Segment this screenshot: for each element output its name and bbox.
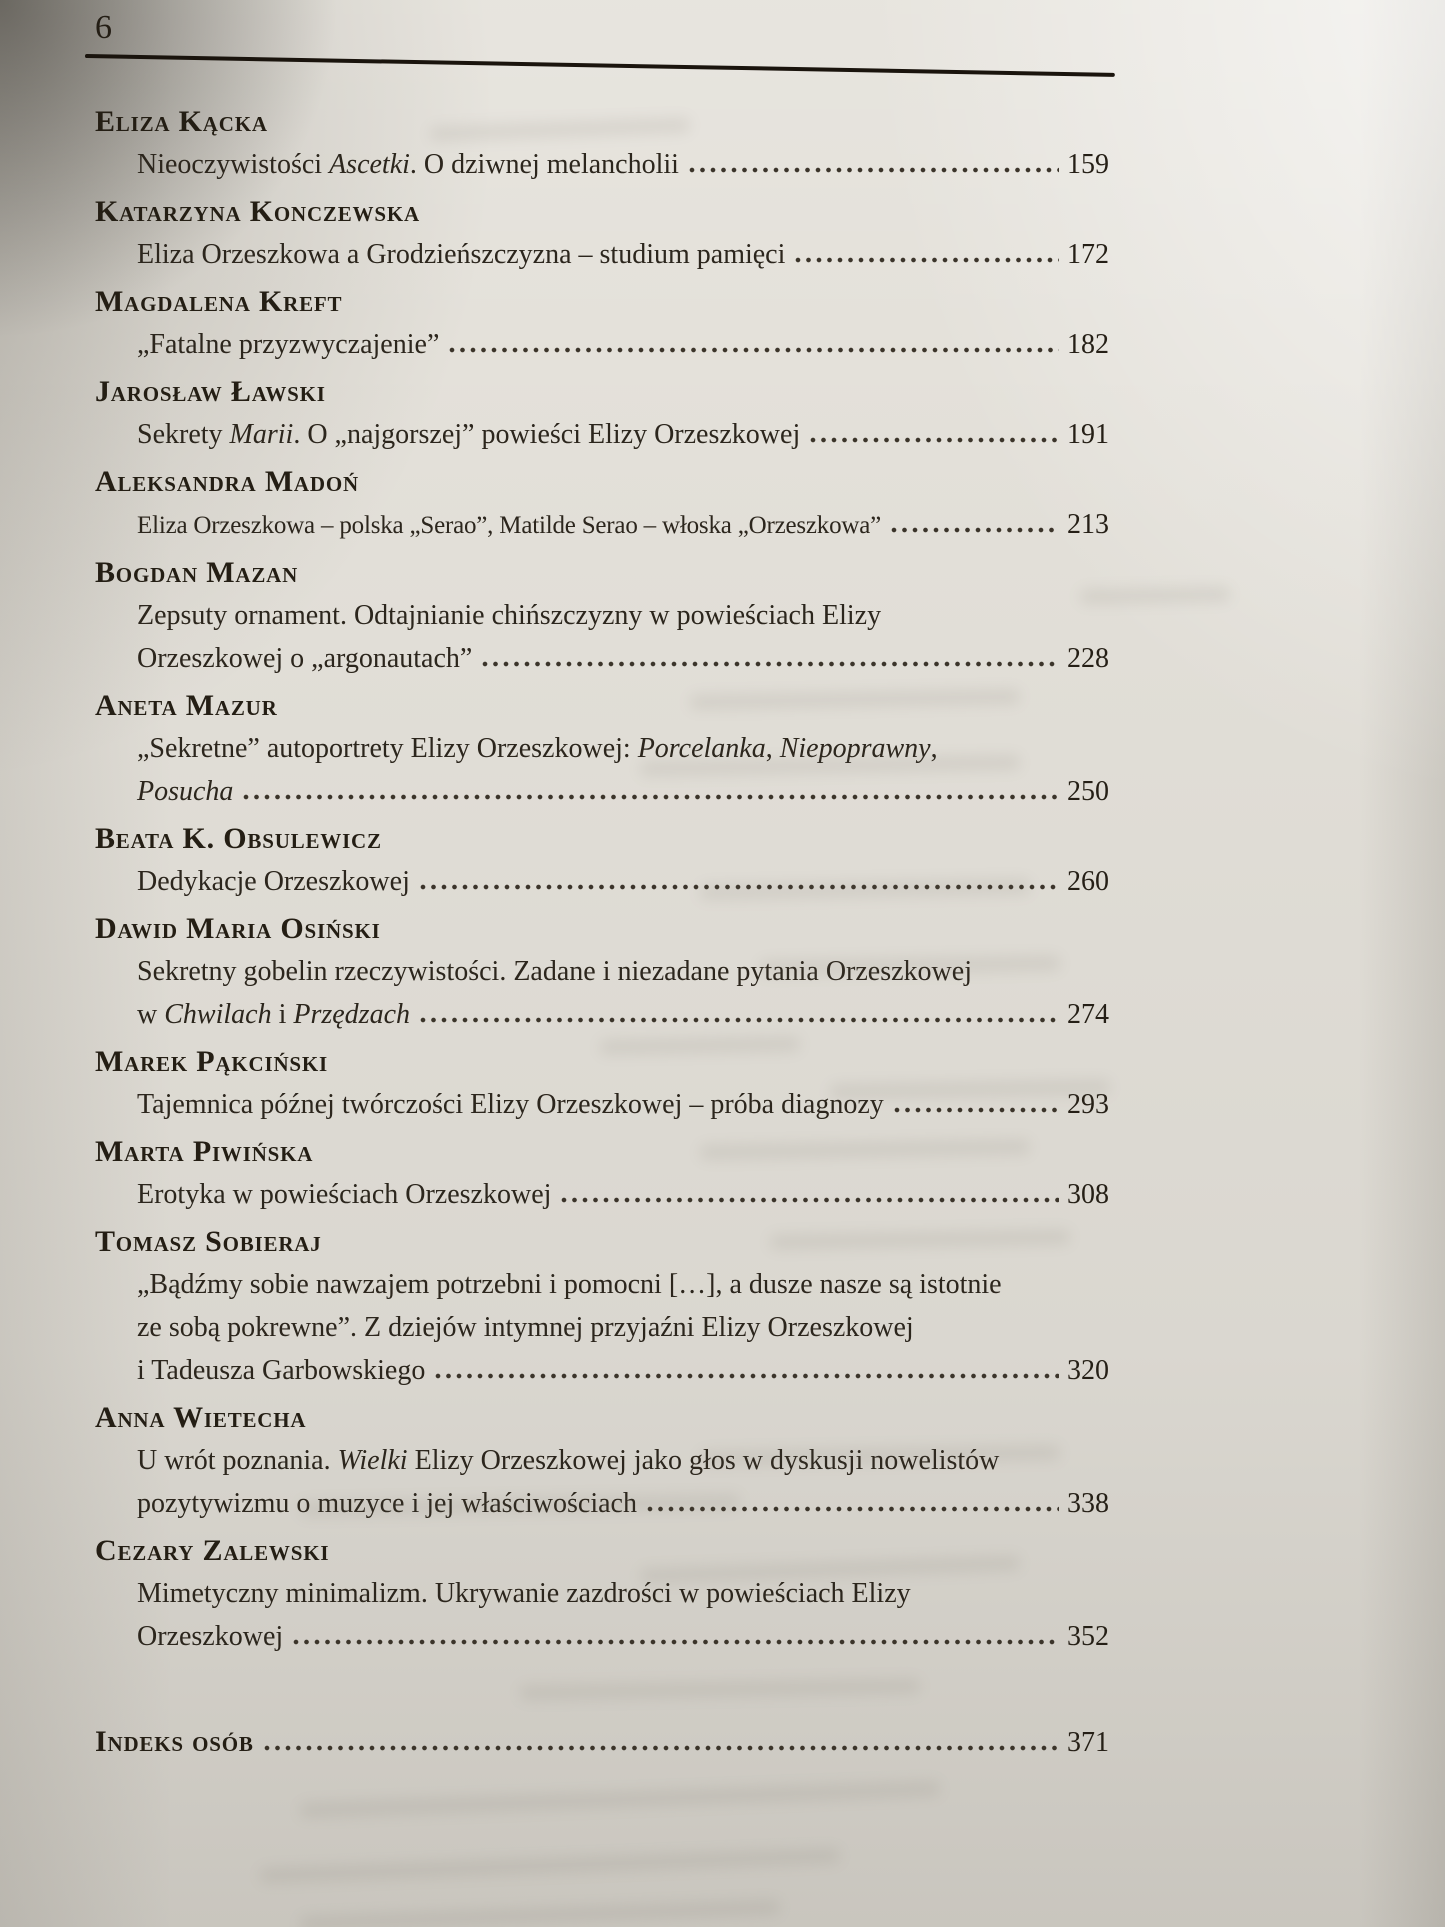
toc-line xyxy=(95,1263,1109,1306)
toc-author: Dawid Maria Osiński xyxy=(95,912,381,945)
dot-leader xyxy=(293,1639,1059,1645)
dot-leader xyxy=(810,437,1059,443)
table-of-contents xyxy=(95,100,1109,1764)
dot-leader xyxy=(243,794,1059,800)
toc-author: Marek Pąkciński xyxy=(95,1045,329,1078)
toc-title-text: U wrót poznania. Wielki Elizy Orzeszkowej jako głos w dyskusji nowelistów xyxy=(137,1445,1000,1476)
toc-author: Jarosław Ławski xyxy=(95,375,326,408)
toc-line xyxy=(95,1482,1109,1525)
toc-author: Cezary Zalewski xyxy=(95,1534,330,1567)
toc-entry xyxy=(95,551,1109,680)
toc-line xyxy=(95,637,1109,680)
dot-leader xyxy=(647,1506,1059,1512)
toc-line xyxy=(95,1572,1109,1615)
toc-line xyxy=(95,950,1109,993)
toc-line xyxy=(95,413,1109,456)
toc-title-text: Zepsuty ornament. Odtajnianie chińszczyzny w powieściach Elizy xyxy=(137,600,882,631)
toc-title-text: Sekretny gobelin rzeczywistości. Zadane i niezadane pytania Orzeszkowej xyxy=(137,956,972,987)
toc-page-number: 213 xyxy=(1067,509,1109,540)
toc-line xyxy=(95,143,1109,186)
toc-title-text: Posucha xyxy=(137,776,234,807)
toc-line xyxy=(95,1439,1109,1482)
toc-author: Tomasz Sobieraj xyxy=(95,1225,322,1258)
header-rule xyxy=(85,54,1115,76)
dot-leader xyxy=(482,661,1059,667)
toc-line xyxy=(95,860,1109,903)
toc-author: Magdalena Kreft xyxy=(95,285,343,318)
toc-author: Anna Wietecha xyxy=(95,1401,307,1434)
dot-leader xyxy=(435,1373,1059,1379)
toc-page-number: 352 xyxy=(1067,1621,1109,1652)
toc-line xyxy=(95,727,1109,770)
toc-page-number: 172 xyxy=(1067,239,1109,270)
toc-line xyxy=(95,323,1109,366)
toc-page-number: 228 xyxy=(1067,643,1109,674)
toc-entry xyxy=(95,684,1109,813)
toc-author: Eliza Kącka xyxy=(95,105,268,138)
toc-author: Aneta Mazur xyxy=(95,689,278,722)
toc-title-text: Orzeszkowej xyxy=(137,1621,284,1652)
toc-author: Marta Piwińska xyxy=(95,1135,314,1168)
toc-entry xyxy=(95,1720,1109,1764)
toc-title-text: Orzeszkowej o „argonautach” xyxy=(137,643,473,674)
toc-entry xyxy=(95,1529,1109,1658)
toc-page-number: 260 xyxy=(1067,866,1109,897)
toc-page-number: 338 xyxy=(1067,1488,1109,1519)
toc-entry xyxy=(95,1040,1109,1126)
toc-title-text: w Chwilach i Przędzach xyxy=(137,999,411,1030)
toc-author: Katarzyna Konczewska xyxy=(95,195,420,228)
toc-title-text: Mimetyczny minimalizm. Ukrywanie zazdrości w powieściach Elizy xyxy=(137,1578,911,1609)
bleed-through-artifact xyxy=(300,1781,940,1818)
toc-page-number: 274 xyxy=(1067,999,1109,1030)
toc-title-text: Sekrety Marii. O „najgorszej” powieści Elizy Orzeszkowej xyxy=(137,419,801,450)
toc-entry xyxy=(95,190,1109,276)
toc-entry xyxy=(95,817,1109,903)
dot-leader xyxy=(420,884,1059,890)
toc-entry xyxy=(95,1220,1109,1392)
toc-title-text: „Fatalne przyzwyczajenie” xyxy=(137,329,440,360)
toc-line xyxy=(95,1720,1109,1764)
page-number: 6 xyxy=(95,9,112,46)
toc-entry xyxy=(95,100,1109,186)
toc-line xyxy=(95,1306,1109,1349)
toc-entry xyxy=(95,280,1109,366)
toc-line xyxy=(95,1615,1109,1658)
bleed-through-artifact xyxy=(300,1900,780,1927)
toc-line xyxy=(95,770,1109,813)
toc-line xyxy=(95,503,1109,547)
page-content xyxy=(95,8,1109,1768)
toc-line xyxy=(95,233,1109,276)
toc-page-number: 250 xyxy=(1067,776,1109,807)
toc-title-text: i Tadeusza Garbowskiego xyxy=(137,1355,426,1386)
toc-title-text: Eliza Orzeszkowa a Grodzieńszczyzna – studium pamięci xyxy=(137,239,786,270)
dot-leader xyxy=(891,527,1059,533)
toc-page-number: 371 xyxy=(1067,1727,1109,1758)
toc-page-number: 159 xyxy=(1067,149,1109,180)
toc-title-text: „Sekretne” autoportrety Elizy Orzeszkowej: Porcelanka, Niepoprawny, xyxy=(137,733,938,764)
bleed-through-artifact xyxy=(260,1848,840,1883)
toc-line xyxy=(95,1173,1109,1216)
toc-line xyxy=(95,594,1109,637)
toc-page-number: 293 xyxy=(1067,1089,1109,1120)
toc-author: Beata K. Obsulewicz xyxy=(95,822,382,855)
dot-leader xyxy=(449,347,1059,353)
toc-title-text: Nieoczywistości Ascetki. O dziwnej melancholii xyxy=(137,149,679,180)
toc-line xyxy=(95,993,1109,1036)
toc-author: Aleksandra Madoń xyxy=(95,465,359,498)
toc-line xyxy=(95,1083,1109,1126)
toc-title-text: pozytywizmu o muzyce i jej właściwościach xyxy=(137,1488,637,1519)
toc-page-number: 182 xyxy=(1067,329,1109,360)
toc-author: Bogdan Mazan xyxy=(95,556,299,589)
toc-entry xyxy=(95,460,1109,547)
dot-leader xyxy=(894,1107,1059,1113)
dot-leader xyxy=(264,1745,1059,1751)
toc-page-number: 320 xyxy=(1067,1355,1109,1386)
dot-leader xyxy=(795,257,1059,263)
toc-page-number: 191 xyxy=(1067,419,1109,450)
toc-page-number: 308 xyxy=(1067,1179,1109,1210)
toc-title-text: Eliza Orzeszkowa – polska „Serao”, Matilde Serao – włoska „Orzeszkowa” xyxy=(137,512,882,539)
toc-title-text: „Bądźmy sobie nawzajem potrzebni i pomocni […], a dusze nasze są istotnie xyxy=(137,1269,1002,1300)
toc-line xyxy=(95,1349,1109,1392)
toc-entry xyxy=(95,1396,1109,1525)
dot-leader xyxy=(420,1017,1059,1023)
dot-leader xyxy=(561,1197,1059,1203)
toc-entry xyxy=(95,1130,1109,1216)
toc-entry xyxy=(95,907,1109,1036)
toc-title-text: Indeks osób xyxy=(95,1725,254,1758)
toc-title-text: ze sobą pokrewne”. Z dziejów intymnej przyjaźni Elizy Orzeszkowej xyxy=(137,1312,914,1343)
dot-leader xyxy=(689,167,1059,173)
toc-title-text: Erotyka w powieściach Orzeszkowej xyxy=(137,1179,552,1210)
toc-title-text: Tajemnica późnej twórczości Elizy Orzeszkowej – próba diagnozy xyxy=(137,1089,884,1120)
toc-title-text: Dedykacje Orzeszkowej xyxy=(137,866,410,897)
toc-entry xyxy=(95,370,1109,456)
